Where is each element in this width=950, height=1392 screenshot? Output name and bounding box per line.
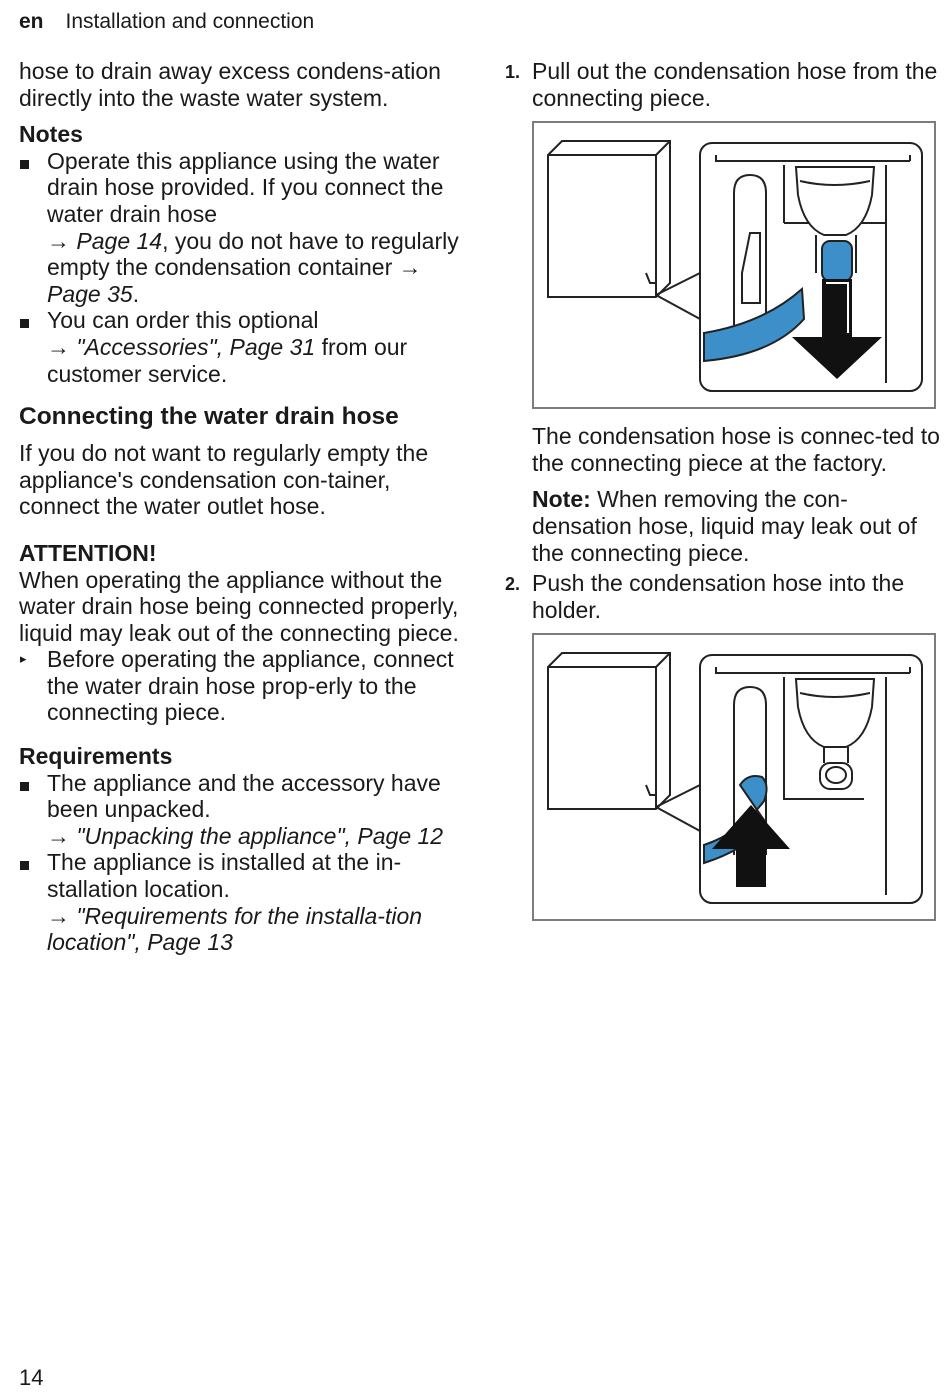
arrow-icon: → (47, 822, 70, 849)
page-reference-link[interactable]: "Unpacking the appliance", Page 12 (76, 822, 444, 849)
language-code: en (19, 10, 44, 33)
page-number: 14 (19, 1365, 44, 1390)
notes-heading: Notes (19, 121, 83, 148)
page-reference-link[interactable]: Page 35 (47, 280, 133, 307)
arrow-icon: → (47, 333, 70, 360)
page-header (19, 8, 314, 36)
arrow-icon: → (47, 902, 70, 929)
section-body: If you do not want to regularly empty the appliance's condensation con-tainer, connect the water outlet hose. (19, 440, 429, 520)
step-1: 1. Pull out the condensation hose from the connecting piece. (505, 58, 938, 111)
step-number: 2. (505, 574, 521, 595)
note-item: You can order this optional → "Accessories", Page 31 from our customer service. (19, 307, 459, 387)
section-title: Installation and connection (65, 10, 315, 33)
requirement-item: The appliance and the accessory have been unpacked. → "Unpacking the appliance", Page 12 (19, 770, 459, 850)
section-heading: Connecting the water drain hose (19, 403, 399, 431)
page-reference-link[interactable]: Page 14 (76, 227, 163, 254)
attention-body: When operating the appliance without the water drain hose being connected properly, liquid may leak out of the connecting piece. (19, 566, 459, 646)
push-hose-diagram (534, 635, 934, 919)
square-bullet-icon (20, 770, 29, 797)
note-paragraph: Note: When removing the con-densation hose, liquid may leak out of the connecting piece. (532, 486, 917, 566)
arrow-icon: → (47, 227, 70, 254)
note-item: Operate this appliance using the water drain hose provided. If you connect the water drain hose → Page 14, you do not have to regularly empty the condensation container → Page 35. (19, 148, 459, 308)
note-label: Note: (532, 486, 591, 513)
square-bullet-icon (20, 148, 29, 175)
info-text: The condensation hose is connec-ted to the connecting piece at the factory. (532, 423, 940, 476)
pull-hose-diagram (534, 123, 934, 407)
intro-text: hose to drain away excess condens-ation directly into the waste water system. (19, 58, 441, 111)
right-column (505, 58, 940, 921)
requirements-heading: Requirements (19, 743, 173, 770)
attention-heading: ATTENTION! (19, 539, 157, 566)
square-bullet-icon (20, 849, 29, 876)
notes-list (19, 148, 459, 387)
requirements-list (19, 770, 459, 956)
page-reference-link[interactable]: "Requirements for the installa-tion location", Page 13 (47, 902, 423, 956)
action-item: ▸ Before operating the appliance, connect the water drain hose prop-erly to the connecting piece. (20, 646, 454, 726)
arrow-icon: → (398, 254, 422, 281)
illustration-push-hose (532, 633, 936, 921)
illustration-pull-hose (532, 121, 936, 409)
left-column (19, 58, 459, 956)
step-2: 2. Push the condensation hose into the holder. (505, 570, 905, 623)
attention-actions (19, 646, 459, 726)
triangle-bullet-icon: ▸ (20, 651, 27, 667)
requirement-item: The appliance is installed at the in-stallation location. → "Requirements for the installa-tion location", Page 13 (19, 849, 459, 955)
square-bullet-icon (20, 307, 29, 334)
step-number: 1. (505, 62, 521, 82)
page-reference-link[interactable]: "Accessories", Page 31 (76, 333, 316, 360)
